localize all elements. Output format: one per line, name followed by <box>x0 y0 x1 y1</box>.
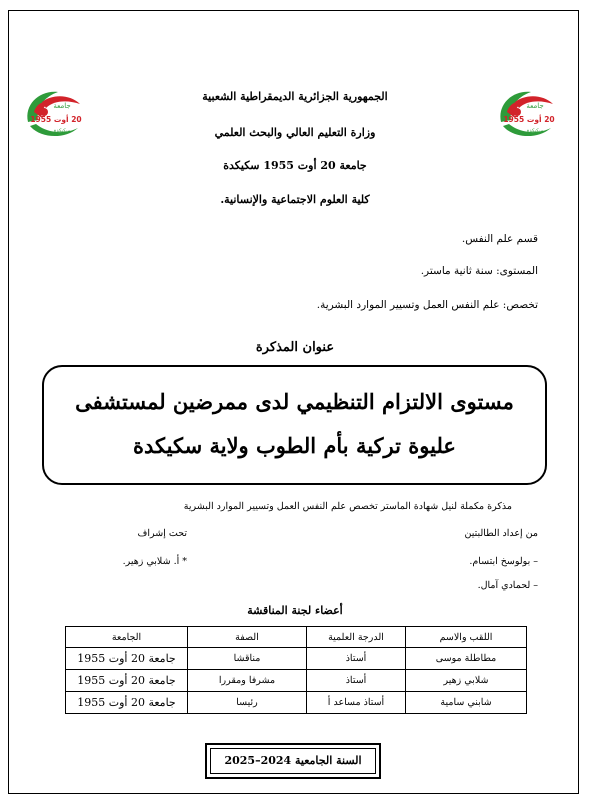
memo-title-line-1: مستوى الالتزام التنظيمي لدى ممرضين لمستشفى <box>75 389 514 414</box>
supervisor-name: * أ. شلابي زهير. <box>122 556 187 567</box>
column-header: اللقب والاسم <box>406 627 527 648</box>
memo-title-box <box>42 365 547 485</box>
member-name: مطاطلة موسى <box>406 648 527 670</box>
member-name: شلابي زهير <box>406 670 527 692</box>
member-role: مشرفا ومقررا <box>188 670 307 692</box>
university-logo-right <box>495 82 561 142</box>
supervisor-label: تحت إشراف <box>137 528 187 539</box>
table-row <box>66 670 527 692</box>
jury-table <box>65 626 527 714</box>
jury-title: أعضاء لجنة المناقشة <box>247 604 343 617</box>
logo-text-mid: 20 أوت 1955 <box>503 115 555 124</box>
logo-text-top: جامعة <box>526 102 544 110</box>
member-role: رئيسا <box>188 692 307 714</box>
memo-title-label: عنوان المذكرة <box>255 340 335 355</box>
student-1: – بولوسخ ابتسام. <box>469 556 538 567</box>
column-header: الجامعة <box>66 627 188 648</box>
memo-subtitle: مذكرة مكملة لنيل شهادة الماستر تخصص علم النفس العمل وتسيير الموارد البشرية <box>183 501 512 512</box>
student-2: – لحمادي آمال. <box>477 580 538 591</box>
prepared-by-label: من إعداد الطالبتين <box>464 528 538 539</box>
member-rank: أستاذ <box>307 648 406 670</box>
member-rank: أستاذ <box>307 670 406 692</box>
column-header: الدرجة العلمية <box>307 627 406 648</box>
memo-title-line-2: عليوة تركية بأم الطوب ولاية سكيكدة <box>133 433 456 458</box>
table-row <box>66 648 527 670</box>
member-name: شابني سامية <box>406 692 527 714</box>
academic-year-box <box>205 743 381 779</box>
republic-heading: الجمهورية الجزائرية الديمقراطية الشعبية <box>202 90 388 103</box>
faculty-heading: كلية العلوم الاجتماعية والإنسانية. <box>220 193 370 206</box>
department-line: قسم علم النفس. <box>461 233 538 245</box>
ministry-heading: وزارة التعليم العالي والبحث العلمي <box>214 126 376 139</box>
member-university: جامعة 20 أوت 1955 <box>66 670 188 692</box>
logo-text-bottom: سكيكدة <box>53 128 71 134</box>
column-header: الصفة <box>188 627 307 648</box>
specialty-line: تخصص: علم النفس العمل وتسيير الموارد البشرية. <box>316 299 538 311</box>
member-university: جامعة 20 أوت 1955 <box>66 648 188 670</box>
member-role: مناقشا <box>188 648 307 670</box>
logo-text-bottom: سكيكدة <box>526 128 544 134</box>
academic-year: السنة الجامعية 2024–2025 <box>224 754 362 767</box>
member-rank: أستاذ مساعد أ <box>307 692 406 714</box>
university-heading: جامعة 20 أوت 1955 سكيكدة <box>223 159 367 172</box>
logo-text-mid: 20 أوت 1955 <box>30 115 82 124</box>
member-university: جامعة 20 أوت 1955 <box>66 692 188 714</box>
university-logo-left <box>22 82 88 142</box>
table-row <box>66 692 527 714</box>
level-line: المستوى: سنة ثانية ماستر. <box>420 265 538 277</box>
table-header-row <box>66 627 527 648</box>
logo-text-top: جامعة <box>53 102 71 110</box>
